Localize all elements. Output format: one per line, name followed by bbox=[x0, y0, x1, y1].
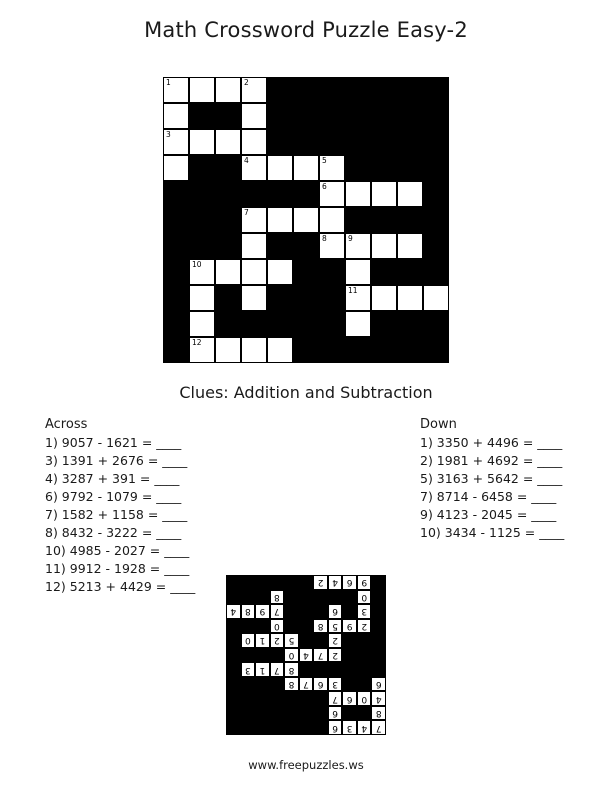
clue-number: 2 bbox=[244, 78, 249, 87]
answer-cell bbox=[343, 721, 356, 734]
answer-cell bbox=[271, 620, 284, 633]
grid-cell bbox=[372, 182, 396, 206]
clue-number: 7 bbox=[244, 208, 249, 217]
answer-cell bbox=[329, 605, 342, 618]
grid-cell bbox=[268, 260, 292, 284]
answer-cell bbox=[358, 591, 371, 604]
down-clue: 10) 3434 - 1125 = ____ bbox=[420, 525, 565, 540]
answer-cell bbox=[329, 707, 342, 720]
clue-number: 9 bbox=[348, 234, 353, 243]
down-clue: 7) 8714 - 6458 = ____ bbox=[420, 489, 557, 504]
across-clue: 8) 8432 - 3222 = ____ bbox=[45, 525, 182, 540]
answer-cell bbox=[271, 591, 284, 604]
clue-number: 12 bbox=[192, 338, 202, 347]
grid-cell bbox=[164, 104, 188, 128]
answer-cell bbox=[256, 663, 269, 676]
answer-digit: 6 bbox=[332, 722, 338, 733]
answer-digit: 2 bbox=[274, 635, 280, 646]
grid-cell bbox=[242, 260, 266, 284]
grid-cell bbox=[242, 130, 266, 154]
answer-digit: 0 bbox=[274, 620, 280, 631]
answer-digit: 3 bbox=[361, 606, 368, 617]
answer-cell bbox=[300, 678, 313, 691]
answer-key-grid bbox=[226, 575, 386, 735]
across-clues bbox=[45, 416, 195, 596]
answer-cell bbox=[242, 634, 255, 647]
answer-digit: 3 bbox=[244, 664, 251, 675]
grid-cell bbox=[398, 286, 422, 310]
answer-digit: 2 bbox=[332, 635, 338, 646]
answer-cell bbox=[271, 634, 284, 647]
clue-number: 6 bbox=[322, 182, 327, 191]
grid-cell bbox=[216, 130, 240, 154]
answer-digit: 2 bbox=[317, 577, 324, 588]
answer-cell bbox=[285, 649, 298, 662]
answer-digit: 5 bbox=[332, 620, 338, 631]
answer-digit: 6 bbox=[332, 606, 338, 617]
answer-cell bbox=[358, 605, 371, 618]
across-clue: 1) 9057 - 1621 = ____ bbox=[45, 435, 182, 450]
down-clue: 1) 3350 + 4496 = ____ bbox=[420, 435, 563, 450]
grid-cell bbox=[164, 78, 188, 102]
grid-cell bbox=[190, 312, 214, 336]
grid-cell bbox=[346, 312, 370, 336]
answer-cell bbox=[372, 707, 385, 720]
crossword-grid bbox=[163, 77, 449, 363]
down-heading: Down bbox=[420, 417, 457, 432]
clue-number: 8 bbox=[322, 234, 327, 243]
grid-cell bbox=[242, 338, 266, 362]
grid-cell bbox=[294, 208, 318, 232]
grid-cell bbox=[216, 338, 240, 362]
clues-subtitle: Clues: Addition and Subtraction bbox=[179, 383, 433, 402]
grid-cell bbox=[242, 104, 266, 128]
answer-digit: 8 bbox=[274, 591, 280, 602]
clue-number: 3 bbox=[166, 130, 171, 139]
grid-cell bbox=[190, 78, 214, 102]
answer-digit: 8 bbox=[244, 606, 251, 617]
grid-cell bbox=[294, 156, 318, 180]
answer-digit: 3 bbox=[332, 679, 338, 690]
answer-digit: 6 bbox=[332, 708, 338, 719]
answer-digit: 9 bbox=[346, 620, 353, 631]
answer-cell bbox=[343, 692, 356, 705]
across-clue: 11) 9912 - 1928 = ____ bbox=[45, 561, 190, 576]
clue-number: 5 bbox=[322, 156, 327, 165]
answer-cell bbox=[271, 605, 284, 618]
grid-cell bbox=[268, 156, 292, 180]
answer-cell bbox=[285, 663, 298, 676]
across-clue: 12) 5213 + 4429 = ____ bbox=[45, 579, 196, 594]
answer-cell bbox=[329, 678, 342, 691]
answer-cell bbox=[314, 576, 327, 589]
answer-cell bbox=[372, 692, 385, 705]
answer-cell bbox=[242, 605, 255, 618]
answer-digit: 1 bbox=[259, 635, 266, 646]
answer-digit: 7 bbox=[274, 606, 280, 617]
down-clue: 5) 3163 + 5642 = ____ bbox=[420, 471, 563, 486]
answer-digit: 4 bbox=[361, 722, 368, 733]
answer-digit: 7 bbox=[332, 693, 338, 704]
answer-cell bbox=[358, 721, 371, 734]
answer-cell bbox=[372, 721, 385, 734]
grid-cell bbox=[320, 208, 344, 232]
answer-digit: 8 bbox=[288, 664, 295, 675]
footer-url: www.freepuzzles.ws bbox=[248, 758, 364, 772]
answer-cell bbox=[358, 620, 371, 633]
answer-cell bbox=[285, 678, 298, 691]
answer-digit: 6 bbox=[346, 577, 353, 588]
across-clue: 3) 1391 + 2676 = ____ bbox=[45, 453, 188, 468]
answer-digit: 7 bbox=[274, 664, 280, 675]
answer-cell bbox=[256, 634, 269, 647]
grid-cell bbox=[346, 286, 370, 310]
grid-cell bbox=[190, 338, 214, 362]
grid-cell bbox=[190, 286, 214, 310]
grid-cell bbox=[242, 208, 266, 232]
answer-cell bbox=[372, 678, 385, 691]
grid-cell bbox=[242, 156, 266, 180]
grid-cell bbox=[242, 234, 266, 258]
answer-cell bbox=[314, 649, 327, 662]
across-clue: 10) 4985 - 2027 = ____ bbox=[45, 543, 190, 558]
answer-cell bbox=[227, 605, 240, 618]
clue-number: 1 bbox=[166, 78, 171, 87]
down-clues bbox=[420, 416, 564, 542]
grid-cell bbox=[216, 78, 240, 102]
answer-cell bbox=[343, 620, 356, 633]
across-clue: 6) 9792 - 1079 = ____ bbox=[45, 489, 182, 504]
grid-cell bbox=[164, 156, 188, 180]
grid-cell bbox=[190, 130, 214, 154]
grid-cell bbox=[320, 156, 344, 180]
answer-digit: 0 bbox=[361, 693, 368, 704]
answer-digit: 0 bbox=[288, 650, 295, 661]
grid-cell bbox=[216, 260, 240, 284]
answer-cell bbox=[256, 605, 269, 618]
answer-digit: 8 bbox=[317, 620, 324, 631]
answer-digit: 7 bbox=[317, 650, 324, 661]
answer-digit: 2 bbox=[361, 620, 368, 631]
across-heading: Across bbox=[45, 417, 88, 432]
answer-digit: 9 bbox=[361, 577, 368, 588]
answer-cell bbox=[314, 620, 327, 633]
answer-digit: 9 bbox=[259, 606, 266, 617]
answer-digit: 0 bbox=[244, 635, 251, 646]
answer-digit: 6 bbox=[317, 679, 324, 690]
grid-cell bbox=[346, 182, 370, 206]
grid-cell bbox=[242, 286, 266, 310]
answer-cell bbox=[271, 663, 284, 676]
grid-cell bbox=[268, 208, 292, 232]
answer-digit: 4 bbox=[230, 606, 237, 617]
answer-cell bbox=[329, 634, 342, 647]
answer-digit: 2 bbox=[332, 650, 338, 661]
down-clue: 2) 1981 + 4692 = ____ bbox=[420, 453, 563, 468]
answer-digit: 0 bbox=[361, 591, 368, 602]
grid-cell bbox=[398, 234, 422, 258]
grid-cell bbox=[424, 286, 448, 310]
across-clue: 7) 1582 + 1158 = ____ bbox=[45, 507, 188, 522]
answer-cell bbox=[329, 649, 342, 662]
answer-cell bbox=[358, 576, 371, 589]
grid-cell bbox=[320, 182, 344, 206]
answer-cell bbox=[314, 678, 327, 691]
grid-cell bbox=[372, 234, 396, 258]
answer-digit: 7 bbox=[303, 679, 309, 690]
answer-cell bbox=[300, 649, 313, 662]
grid-cell bbox=[346, 234, 370, 258]
clue-number: 4 bbox=[244, 156, 249, 165]
grid-cell bbox=[164, 130, 188, 154]
grid-cell bbox=[268, 338, 292, 362]
grid-cell bbox=[372, 286, 396, 310]
answer-digit: 1 bbox=[259, 664, 266, 675]
answer-cell bbox=[358, 692, 371, 705]
answer-digit: 8 bbox=[375, 708, 382, 719]
grid-cell bbox=[190, 260, 214, 284]
answer-digit: 7 bbox=[375, 722, 382, 733]
grid-cell bbox=[346, 260, 370, 284]
answer-digit: 6 bbox=[346, 693, 353, 704]
clue-number: 11 bbox=[348, 286, 358, 295]
answer-cell bbox=[242, 663, 255, 676]
answer-cell bbox=[329, 576, 342, 589]
across-clue: 4) 3287 + 391 = ____ bbox=[45, 471, 180, 486]
answer-cell bbox=[329, 692, 342, 705]
answer-digit: 6 bbox=[375, 679, 382, 690]
answer-digit: 3 bbox=[346, 722, 353, 733]
down-clue: 9) 4123 - 2045 = ____ bbox=[420, 507, 557, 522]
answer-digit: 4 bbox=[375, 693, 382, 704]
page-title: Math Crossword Puzzle Easy-2 bbox=[144, 18, 468, 42]
clue-number: 10 bbox=[192, 260, 202, 269]
grid-cell bbox=[242, 78, 266, 102]
answer-digit: 8 bbox=[288, 679, 295, 690]
grid-cell bbox=[320, 234, 344, 258]
answer-cell bbox=[285, 634, 298, 647]
answer-cell bbox=[343, 576, 356, 589]
answer-digit: 4 bbox=[303, 650, 309, 661]
answer-digit: 5 bbox=[288, 635, 295, 646]
grid-cell bbox=[398, 182, 422, 206]
answer-digit: 4 bbox=[332, 577, 338, 588]
answer-cell bbox=[329, 620, 342, 633]
answer-cell bbox=[329, 721, 342, 734]
